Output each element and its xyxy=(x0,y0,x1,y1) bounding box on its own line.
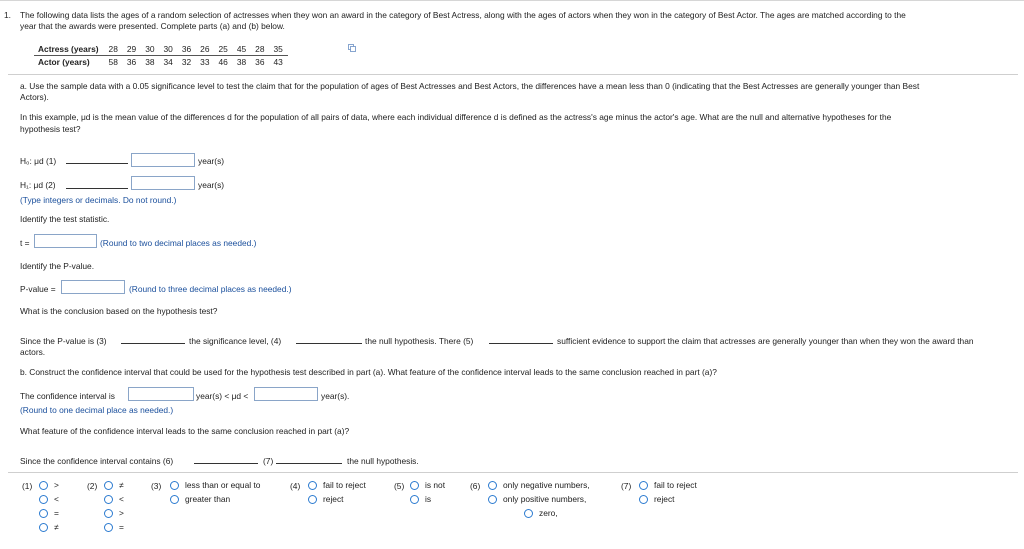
option-label: < xyxy=(119,494,124,504)
p-hint: (Round to three decimal places as needed.) xyxy=(129,284,292,294)
table-row xyxy=(34,43,288,56)
option-label: reject xyxy=(323,494,344,504)
t-value-input[interactable] xyxy=(34,234,97,248)
option-label: = xyxy=(54,508,59,518)
option-group-label: (2) xyxy=(87,481,98,491)
dropdown-3-blank[interactable] xyxy=(121,343,185,344)
row-label-actor: Actor (years) xyxy=(38,57,90,67)
table-cell: 33 xyxy=(200,57,210,67)
since-text-4: sufficient evidence to support the claim that actresses are generally younger than when they won the award than xyxy=(557,336,974,346)
ci-unit: year(s). xyxy=(321,391,350,401)
radio-option[interactable] xyxy=(639,492,697,506)
t-label: t = xyxy=(20,238,30,248)
radio-option[interactable] xyxy=(39,478,59,492)
radio-icon[interactable] xyxy=(308,481,317,490)
option-label: is xyxy=(425,494,432,504)
option-group-3 xyxy=(170,478,260,506)
radio-option[interactable] xyxy=(488,492,590,506)
table-cell: 29 xyxy=(123,43,141,56)
p-label: P-value = xyxy=(20,284,56,294)
ci-hint: (Round to one decimal place as needed.) xyxy=(20,405,174,415)
since-ci-text-2: (7) xyxy=(263,456,274,466)
radio-option[interactable] xyxy=(170,478,260,492)
radio-option[interactable] xyxy=(170,492,260,506)
table-cell: 28 xyxy=(251,43,269,56)
ci-label: The confidence interval is xyxy=(20,391,115,401)
feature-question: What feature of the confidence interval leads to the same conclusion reached in part (a)? xyxy=(20,426,350,436)
radio-icon[interactable] xyxy=(39,509,48,518)
t-hint: (Round to two decimal places as needed.) xyxy=(100,238,257,248)
radio-icon[interactable] xyxy=(104,523,113,532)
table-cell: 30 xyxy=(160,43,178,56)
radio-icon[interactable] xyxy=(639,481,648,490)
question-number: 1. xyxy=(4,10,11,20)
h0-label: H₀: μd (1) xyxy=(20,156,57,166)
row-label-actress: Actress (years) xyxy=(34,43,105,56)
radio-option[interactable] xyxy=(308,478,366,492)
table-cell: 36 xyxy=(126,57,137,67)
radio-icon[interactable] xyxy=(308,495,317,504)
h1-unit: year(s) xyxy=(198,180,225,190)
radio-icon[interactable] xyxy=(170,481,179,490)
radio-icon[interactable] xyxy=(104,509,113,518)
example-line-2: hypothesis test? xyxy=(20,124,81,134)
data-table xyxy=(34,43,288,68)
part-b-prompt: b. Construct the confidence interval that could be used for the hypothesis test described in part (a). What feature of the confidence interval leads to the same conclusion reached in part (a)? xyxy=(20,367,717,377)
table-cell: 30 xyxy=(141,43,159,56)
option-label: reject xyxy=(654,494,675,504)
table-cell: 36 xyxy=(255,57,265,67)
option-label: zero, xyxy=(539,508,558,518)
since-text-5: actors. xyxy=(20,347,46,357)
table-cell: 34 xyxy=(163,57,173,67)
radio-option[interactable] xyxy=(104,492,124,506)
option-label: greater than xyxy=(185,494,231,504)
radio-icon[interactable] xyxy=(170,495,179,504)
radio-icon[interactable] xyxy=(488,495,497,504)
option-label: ≠ xyxy=(54,522,59,532)
table-cell: 25 xyxy=(215,43,233,56)
radio-option[interactable] xyxy=(104,520,124,534)
option-group-label: (1) xyxy=(22,481,33,491)
h0-unit: year(s) xyxy=(198,156,225,166)
radio-option[interactable] xyxy=(488,506,590,520)
option-group-label: (7) xyxy=(621,481,632,491)
option-group-6 xyxy=(488,478,590,520)
section-divider xyxy=(8,472,1018,473)
radio-icon[interactable] xyxy=(410,481,419,490)
p-value-input[interactable] xyxy=(61,280,125,294)
radio-option[interactable] xyxy=(39,520,59,534)
part-a-prompt-1: a. Use the sample data with a 0.05 significance level to test the claim that for the population of ages of Best Actresses and Best Actors, the differences have a mean less than 0 (indicating that the Best Actresses are generally younger than Best xyxy=(20,81,920,91)
radio-icon[interactable] xyxy=(488,481,497,490)
option-group-5 xyxy=(410,478,445,506)
option-group-label: (4) xyxy=(290,481,301,491)
table-cell: 58 xyxy=(108,57,118,67)
table-cell: 32 xyxy=(181,57,192,67)
h0-value-input[interactable] xyxy=(131,153,195,167)
radio-option[interactable] xyxy=(308,492,366,506)
radio-option[interactable] xyxy=(410,492,445,506)
h1-value-input[interactable] xyxy=(131,176,195,190)
option-label: fail to reject xyxy=(323,480,366,490)
option-group-label: (3) xyxy=(151,481,162,491)
radio-option[interactable] xyxy=(488,478,590,492)
table-row xyxy=(34,56,288,69)
since-text-2: the significance level, (4) xyxy=(189,336,282,346)
option-label: only negative numbers, xyxy=(503,480,590,490)
since-ci-text-3: the null hypothesis. xyxy=(347,456,419,466)
table-cell: 26 xyxy=(196,43,214,56)
since-text-3: the null hypothesis. There (5) xyxy=(365,336,474,346)
identify-p: Identify the P-value. xyxy=(20,261,95,271)
intro-line-2: year that the awards were presented. Complete parts (a) and (b) below. xyxy=(20,21,285,31)
dropdown-5-blank[interactable] xyxy=(489,343,553,344)
h1-label: H₁: μd (2) xyxy=(20,180,56,190)
option-label: = xyxy=(119,522,124,532)
table-cell: 38 xyxy=(236,57,247,67)
identify-stat: Identify the test statistic. xyxy=(20,214,110,224)
table-cell: 38 xyxy=(145,57,155,67)
table-cell: 35 xyxy=(269,43,287,56)
option-label: < xyxy=(54,494,59,504)
radio-icon[interactable] xyxy=(104,495,113,504)
radio-option[interactable] xyxy=(639,478,697,492)
radio-option[interactable] xyxy=(104,506,124,520)
intro-line-1: The following data lists the ages of a random selection of actresses when they won an award in the category of Best Actress, along with the ages of actors when they won in the category of Best Actor. The ages are matched according to the xyxy=(20,10,906,20)
ci-mid: year(s) < μd < xyxy=(196,391,249,401)
table-cell: 28 xyxy=(105,43,123,56)
option-label: is not xyxy=(425,480,446,490)
option-label: ≠ xyxy=(119,480,124,490)
radio-option[interactable] xyxy=(104,478,124,492)
radio-option[interactable] xyxy=(410,478,445,492)
since-text-1: Since the P-value is (3) xyxy=(20,336,107,346)
option-label: only positive numbers, xyxy=(503,494,587,504)
part-a-prompt-2: Actors). xyxy=(20,92,49,102)
option-group-label: (5) xyxy=(394,481,405,491)
option-group-label: (6) xyxy=(470,481,481,491)
dropdown-2-blank[interactable] xyxy=(66,188,128,189)
table-cell: 46 xyxy=(218,57,228,67)
radio-icon[interactable] xyxy=(104,481,113,490)
since-ci-text-1: Since the confidence interval contains (6) xyxy=(20,456,174,466)
top-rule xyxy=(0,0,1024,1)
option-label: less than or equal to xyxy=(185,480,261,490)
dropdown-7-blank[interactable] xyxy=(276,463,342,464)
ci-lower-input[interactable] xyxy=(128,387,194,401)
option-label: > xyxy=(119,508,124,518)
radio-icon[interactable] xyxy=(410,495,419,504)
option-group-1 xyxy=(39,478,59,534)
dropdown-1-blank[interactable] xyxy=(66,163,128,164)
radio-icon[interactable] xyxy=(39,523,48,532)
section-divider xyxy=(8,74,1018,75)
type-hint: (Type integers or decimals. Do not round.) xyxy=(20,195,177,205)
conclusion-question: What is the conclusion based on the hypothesis test? xyxy=(20,306,218,316)
radio-option[interactable] xyxy=(39,492,59,506)
ci-upper-input[interactable] xyxy=(254,387,318,401)
option-label: > xyxy=(54,480,59,490)
table-cell: 36 xyxy=(178,43,196,56)
table-cell: 43 xyxy=(273,57,283,67)
option-label: fail to reject xyxy=(654,480,697,490)
radio-icon[interactable] xyxy=(639,495,648,504)
dropdown-4-blank[interactable] xyxy=(296,343,362,344)
table-cell: 45 xyxy=(233,43,251,56)
radio-option[interactable] xyxy=(39,506,59,520)
example-line-1: In this example, μd is the mean value of the differences d for the population of all pairs of data, where each individual difference d is defined as the actress's age minus the actor's age. What are the null and alternative hypotheses for the xyxy=(20,112,892,122)
radio-icon[interactable] xyxy=(39,495,48,504)
dropdown-6-blank[interactable] xyxy=(194,463,258,464)
radio-icon[interactable] xyxy=(39,481,48,490)
option-group-7 xyxy=(639,478,697,506)
option-group-2 xyxy=(104,478,124,534)
radio-icon[interactable] xyxy=(524,509,533,518)
option-group-4 xyxy=(308,478,366,506)
copy-data-icon[interactable] xyxy=(348,44,356,52)
